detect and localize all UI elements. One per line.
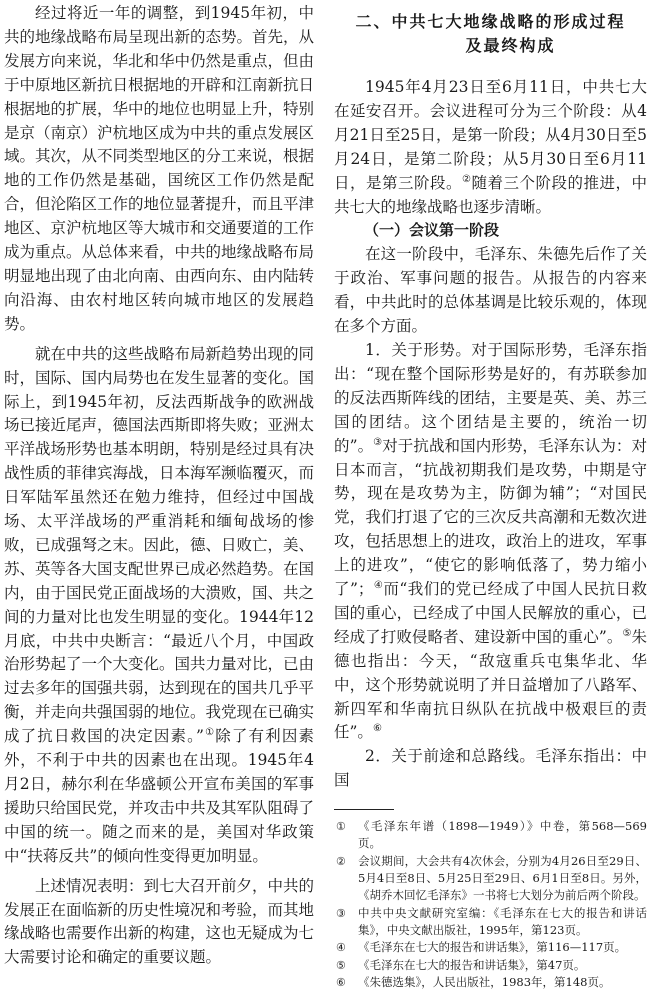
section-title — [334, 10, 647, 58]
body-paragraph-3: 上述情况表明：到七大召开前夕，中共的发展正在面临新的历史性境况和考验，而其地缘战略也需要作出新的构建，这也无疑成为七大需要讨论和确定的重要议题。 — [4, 876, 315, 967]
footnote-ref-6: ⑥ — [372, 723, 382, 735]
footnote-text: 会议期间，大会共有4次休会，分别为4月26日至29日、5月4日至8日、5月25日至29日、6月1日至8日。另外，《胡乔木回忆毛泽东》一书将七大划分为前后两个阶段。 — [358, 853, 647, 903]
point-1-part-c: 而“我们的党已经成了中国人民抗日救国的重心，已经成了中国人民解放的重心，已经成了打败侵略者、建设新中国的重心”。 — [334, 580, 647, 646]
body-paragraph-2-tail: 除了有利因素外，不利于中共的因素也在出现。1945年4月2日，赫尔利在华盛顿公开宣布美国的军事援助只给国民党，并攻击中共及其军队阻碍了中国的统一。随之而来的是，美国对华政策中“扶蒋反共”的倾向性变得更加明显。 — [4, 727, 315, 865]
footnote-divider — [334, 809, 394, 810]
stage-1-paragraph: 在这一阶段中，毛泽东、朱德先后作了关于政治、军事问题的报告。从报告的内容来看，中共此时的总体基调是比较乐观的，体现在多个方面。 — [334, 245, 647, 336]
point-1-part-d: 朱德也指出：今天，“敌寇重兵屯集华北、华中，这个形势就说明了并日益增加了八路军、新四军和华南抗日纵队在抗战中极艰巨的责任”。 — [334, 627, 647, 742]
footnote — [334, 957, 647, 974]
right-column — [334, 0, 647, 991]
footnote — [334, 853, 647, 905]
footnote-mark: ⑤ — [336, 958, 346, 972]
footnote-ref-4: ④ — [373, 579, 384, 591]
footnote-ref-5: ⑤ — [622, 627, 632, 639]
body-paragraph-2 — [4, 343, 314, 869]
footnote-ref-1: ① — [203, 727, 216, 739]
point-1-part-a: 1．关于形势。对于国际形势，毛泽东指出：“现在整个国际形势是好的，有苏联参加的反法西斯阵线的团结，主要是英、美、苏三国的团结。这个团结是主要的，统治一切的”。 — [334, 340, 647, 455]
footnotes — [334, 818, 647, 991]
footnote-mark: ② — [336, 854, 346, 868]
left-column — [4, 0, 314, 970]
footnote-text: 《毛泽东在七大的报告和讲话集》，第116—117页。 — [358, 940, 627, 955]
footnote-ref-3: ③ — [373, 436, 383, 448]
intro-text: 1945年4月23日至6月11日，中共七大在延安召开。会议进程可分为三个阶段：从4月21日至25日，是第一阶段；从4月30日至5月24日，是第二阶段；从5月30日至6月11日，是第三阶段。 — [334, 78, 647, 192]
footnote-mark: ③ — [336, 906, 346, 920]
footnote-mark: ① — [336, 820, 346, 834]
sub-heading-stage-1: （一）会议第一阶段 — [364, 221, 500, 240]
point-1-paragraph — [334, 339, 647, 745]
footnote — [334, 818, 647, 853]
intro-paragraph — [334, 76, 647, 219]
footnote-text: 《毛泽东年谱（1898—1949）》中卷，第568—569页。 — [358, 819, 647, 851]
footnote-mark: ⑥ — [336, 975, 346, 989]
footnote-mark: ④ — [336, 941, 346, 955]
footnote — [334, 974, 647, 991]
intro-tail: 随着三个阶段的推进，中共七大的地缘战略也逐步清晰。 — [334, 173, 647, 216]
body-paragraph-2-text: 就在中共的这些战略布局新趋势出现的同时，国际、国内局势也在发生显著的变化。国际上，到1945年初，反法西斯战争的欧洲战场已接近尾声，德国法西斯即将失败；亚洲太平洋战场形势也基本明朗，特别是经过具有决战性质的菲律宾海战，日本海军濒临覆灭，而日军陆军虽然还在勉力维持，但经过中国战场、太平洋战场的严重消耗和缅甸战场的惨败，已成强弩之末。因此，德、日败亡，美、苏、英等各大国支配世界已成必然趋势。在国内，由于国民党正面战场的大溃败，国、共之间的力量对比也发生明显的变化。1944年12月底，中共中央断言：“最近八个月，中国政治形势起了一个大变化。国共力量对比，已由过去多年的国强共弱，达到现在的国共几乎平衡，并走向共强国弱的地位。我党现在已确实成了抗日救国的决定因素。” — [4, 344, 315, 746]
point-2-paragraph: 2．关于前途和总路线。毛泽东指出：中国 — [334, 747, 647, 790]
footnote-text: 《朱德选集》，人民出版社，1983年，第148页。 — [358, 974, 611, 989]
point-1-part-b: 对于抗战和国内形势，毛泽东认为：对日本而言，“抗战初期我们是攻势，中期是守势，现在是攻势为主，防御为辅”；“对国民党，我们打退了它的三次反共高潮和无数次进攻，包括思想上的进攻，政治上的进攻，军事上的进攻”，“使它的影响低落了，势力缩小了”； — [334, 436, 647, 599]
section-title-line-2: 及最终构成 — [465, 36, 556, 55]
footnote — [334, 939, 647, 956]
footnote-ref-2: ② — [462, 173, 472, 185]
footnote — [334, 905, 647, 940]
footnote-text: 中共中央文献研究室编：《毛泽东在七大的报告和讲话集》，中央文献出版社，1995年，第123页。 — [358, 905, 647, 937]
body-paragraph-1: 经过将近一年的调整，到1945年初，中共的地缘战略布局呈现出新的态势。首先，从发展方向来说，华北和华中仍然是重点，但由于中原地区新抗日根据地的开辟和江南新抗日根据地的扩展，华中的地位也明显上升，特别是京（南京）沪杭地区成为中共的重点发展区域。其次，从不同类型地区的分工来说，根据地的工作仍然是基础，国统区工作仍然是配合，但沦陷区工作的地位显著提升，而且平津地区、京沪杭地区等大城市和交通要道的工作成为重点。从总体来看，中共的地缘战略布局明显地出现了由北向南、由西向东、由内陆转向沿海、由农村地区转向城市地区的发展趋势。 — [4, 4, 315, 333]
footnote-text: 《毛泽东在七大的报告和讲话集》，第47页。 — [358, 957, 586, 972]
section-title-line-1: 二、中共七大地缘战略的形成过程 — [355, 12, 626, 31]
